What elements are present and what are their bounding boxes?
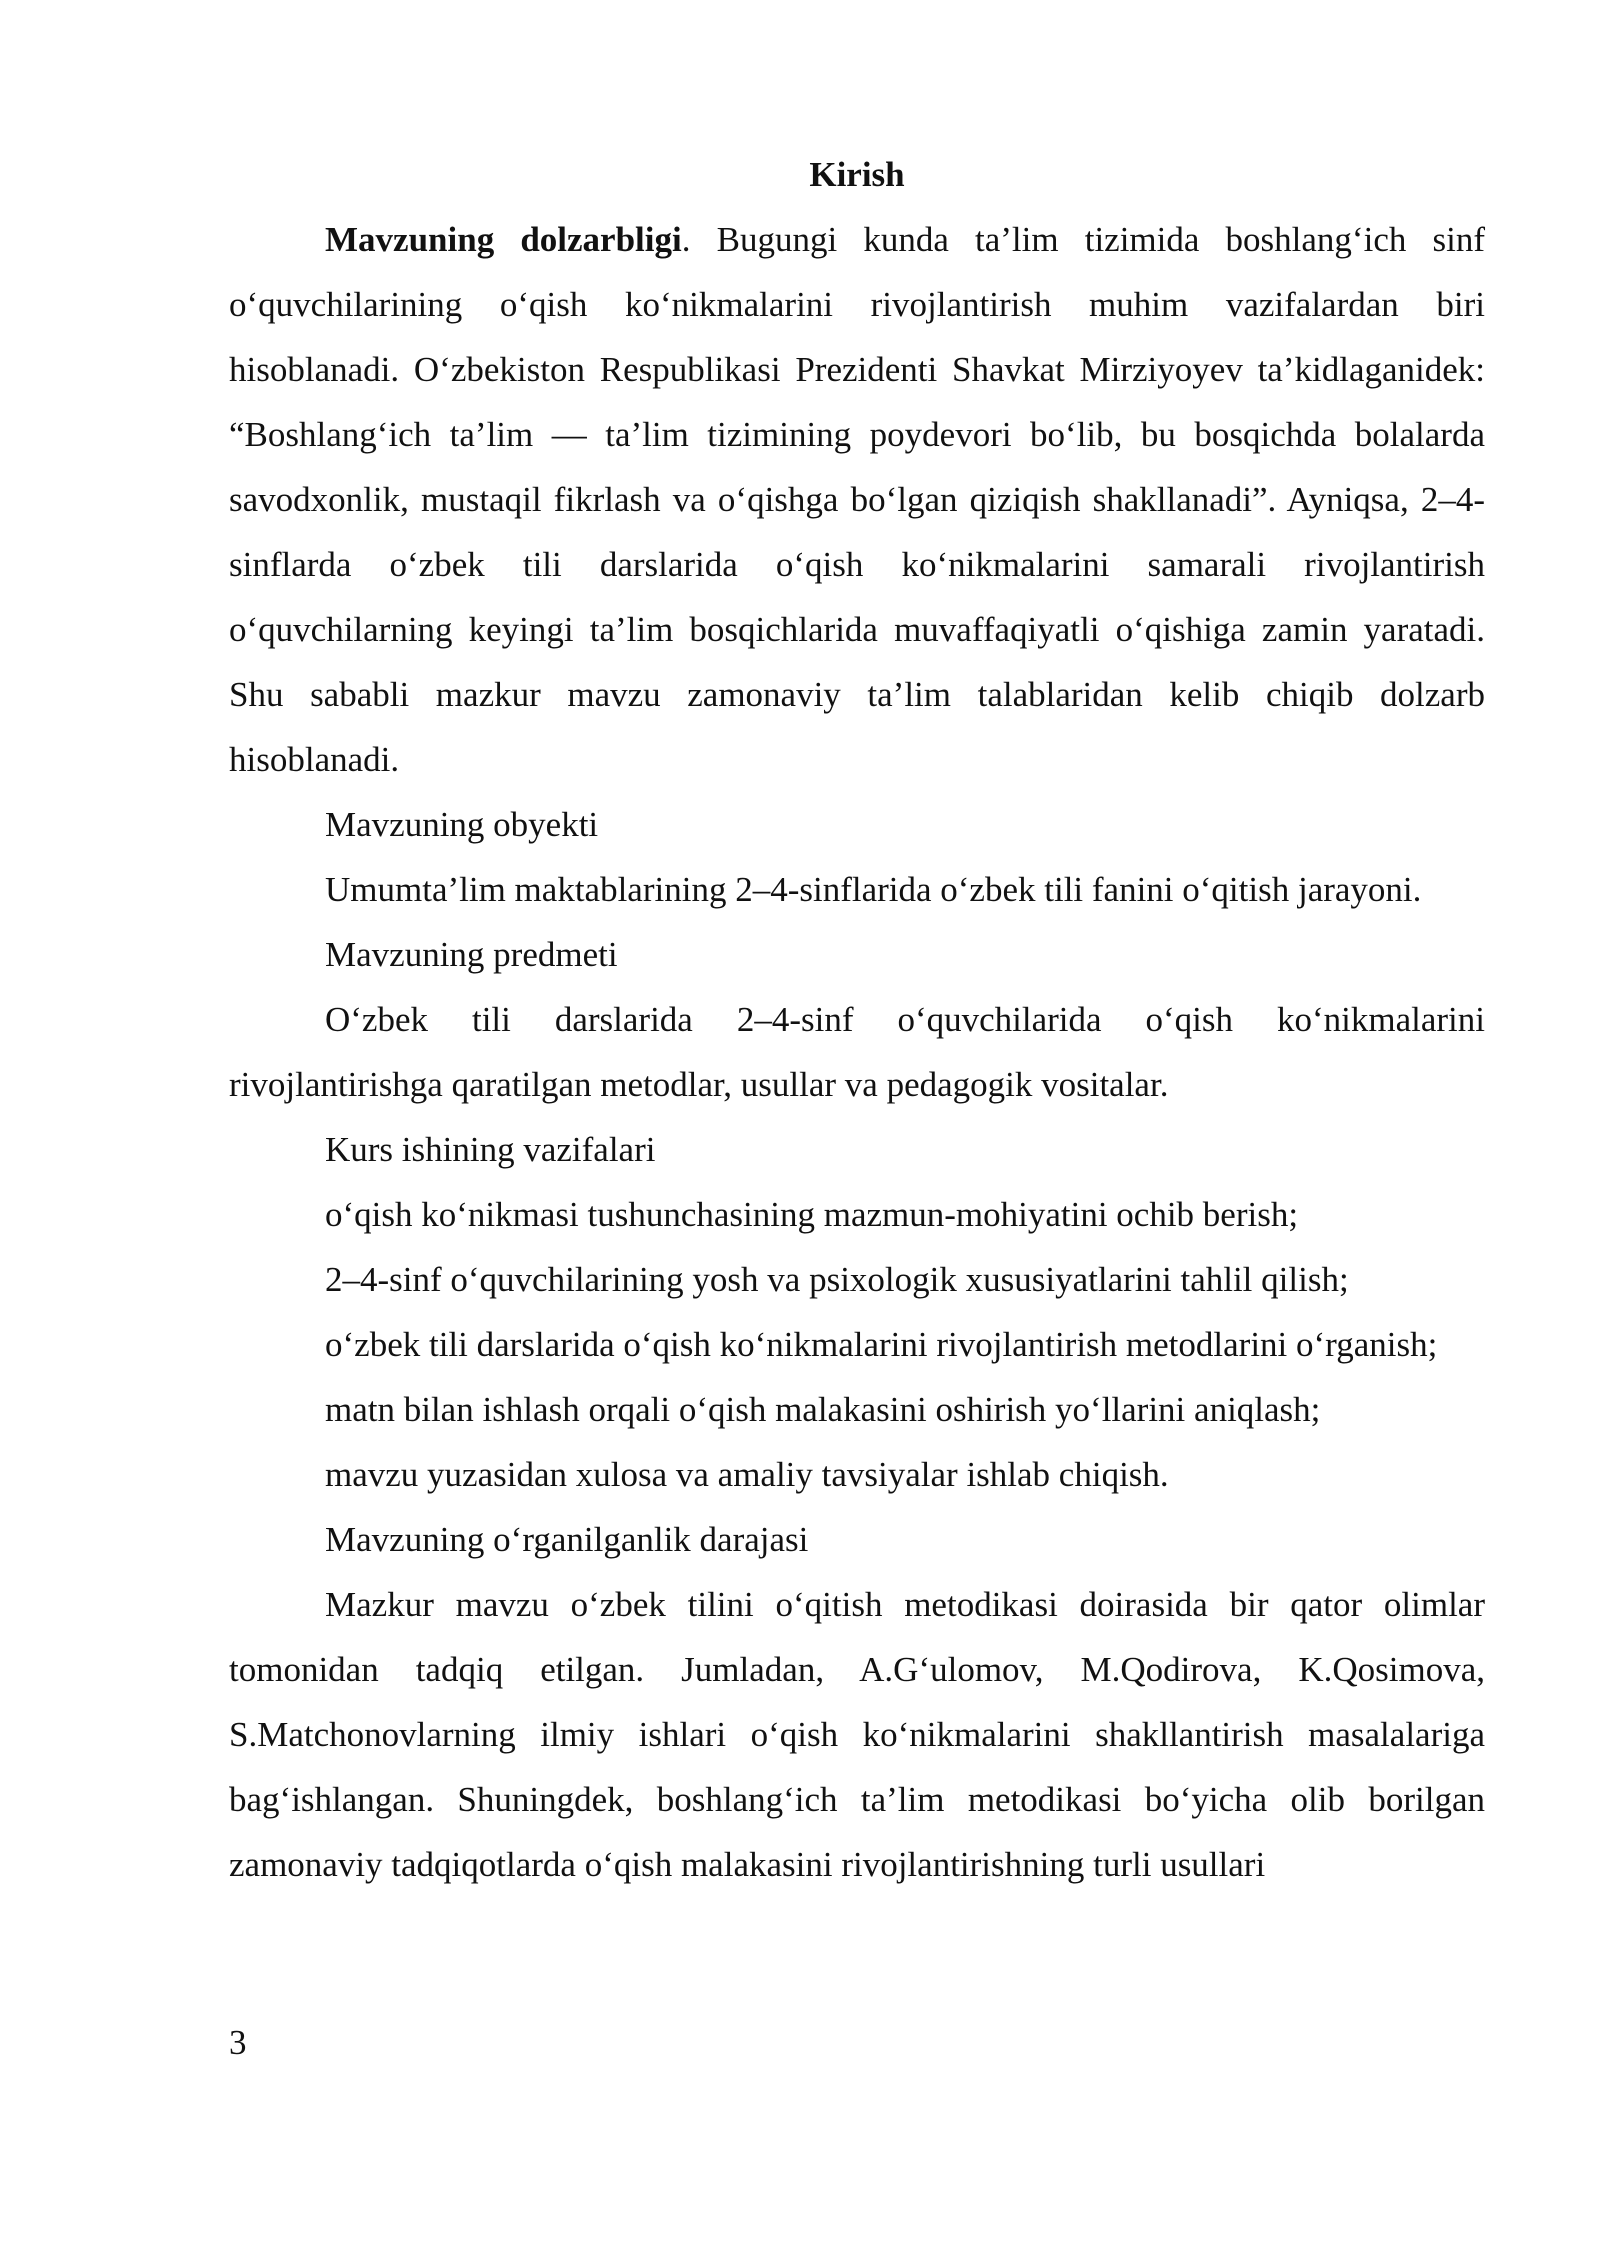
paragraph-subject: O‘zbek tili darslarida 2–4-sinf o‘quvchilarida o‘qish ko‘nikmalarini rivojlantirishga qaratilgan metodlar, usullar va pedagogik vositalar. [229, 1000, 1485, 1104]
subheading-subject: Mavzuning predmeti [325, 935, 618, 974]
intro-text: Bugungi kunda ta’lim tizimida boshlang‘ich sinf o‘quvchilarining o‘qish ko‘nikmalarini rivojlantirish muhim vazifalardan biri hisoblanadi. O‘zbekiston Respublikasi Prezidenti Shavkat Mirziyoyev ta’kidlaganidek: “Boshlang‘ich ta’lim — ta’lim tizimining poydevori bo‘lib, bu bosqichda bolalarda savodxonlik, mustaqil fikrlash va o‘qishga bo‘lgan qiziqish shakllanadi”. Ayniqsa, 2–4-sinflarda o‘zbek tili darslarida o‘qish ko‘nikmalarini samarali rivojlantirish o‘quvchilarning keyingi ta’lim bosqichlarida muvaffaqiyatli o‘qishiga zamin yaratadi. Shu sababli mazkur mavzu zamonaviy ta’lim talablaridan kelib chiqib dolzarb hisoblanadi. [229, 220, 1485, 779]
task-item: o‘qish ko‘nikmasi tushunchasining mazmun-mohiyatini ochib berish; [325, 1195, 1299, 1234]
page-content [229, 142, 1485, 1897]
paragraph-study-level: Mazkur mavzu o‘zbek tilini o‘qitish metodikasi doirasida bir qator olimlar tomonidan tadqiq etilgan. Jumladan, A.G‘ulomov, M.Qodirova, K.Qosimova, S.Matchonovlarning ilmiy ishlari o‘qish ko‘nikmalarini shakllantirish masalalariga bag‘ishlangan. Shuningdek, boshlang‘ich ta’lim metodikasi bo‘yicha olib borilgan zamonaviy tadqiqotlarda o‘qish malakasini rivojlantirishning turli usullari [229, 1585, 1485, 1884]
paragraph-object: Umumta’lim maktablarining 2–4-sinflarida o‘zbek tili fanini o‘qitish jarayoni. [325, 870, 1422, 909]
intro-lead-punct: . [681, 220, 691, 259]
intro-paragraph [229, 207, 1485, 792]
task-item: mavzu yuzasidan xulosa va amaliy tavsiyalar ishlab chiqish. [325, 1455, 1169, 1494]
page-number: 3 [229, 2023, 247, 2062]
subheading-object: Mavzuning obyekti [325, 805, 599, 844]
subheading-study-level: Mavzuning o‘rganilganlik darajasi [325, 1520, 809, 1559]
intro-lead: Mavzuning dolzarbligi [325, 220, 682, 259]
subheading-tasks: Kurs ishining vazifalari [325, 1130, 656, 1169]
task-item: matn bilan ishlash orqali o‘qish malakasini oshirish yo‘llarini aniqlash; [325, 1390, 1321, 1429]
task-item: o‘zbek tili darslarida o‘qish ko‘nikmalarini rivojlantirish metodlarini o‘rganish; [325, 1325, 1438, 1364]
task-item: 2–4-sinf o‘quvchilarining yosh va psixologik xususiyatlarini tahlil qilish; [325, 1260, 1349, 1299]
section-heading: Kirish [809, 155, 905, 194]
